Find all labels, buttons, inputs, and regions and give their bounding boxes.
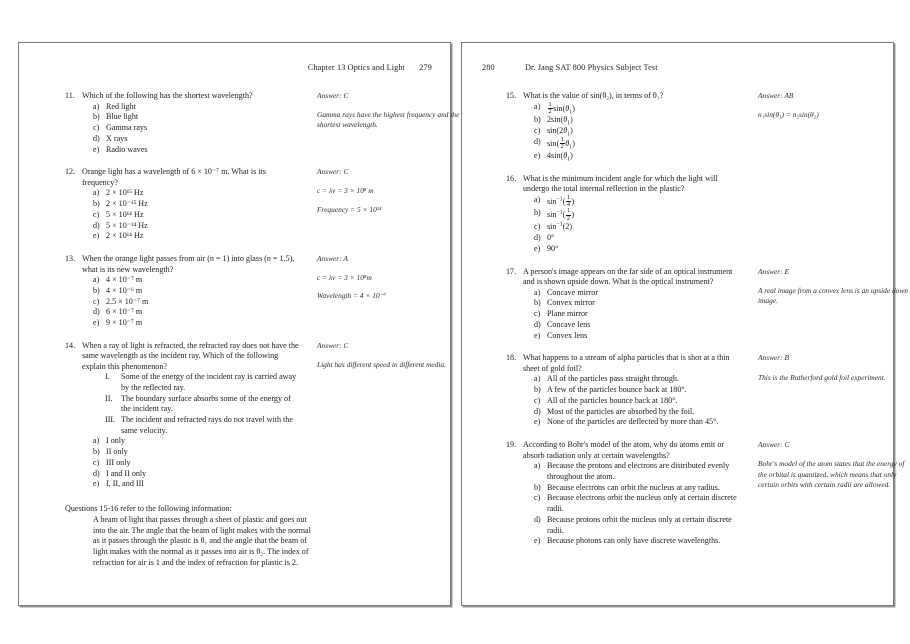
choice-text: 2.5 × 10⁻⁷ m (106, 296, 149, 306)
roman-label: III. (105, 415, 116, 425)
choice-text: 90° (547, 243, 559, 253)
explanation-text: A real image from a convex lens is an upside down image. (758, 285, 908, 305)
question-15 (506, 91, 881, 162)
equation-2: Wavelength = 4 × 10⁻⁷ (317, 291, 387, 301)
choice-text: $\frac{1}{2}$ $\sin(\theta_1)$ (548, 100, 575, 116)
answer-label: Answer: C (317, 91, 349, 100)
choice-text: 4 × 10⁻⁶ m (106, 285, 143, 295)
question-18 (506, 353, 886, 428)
question-number: 16. (506, 173, 517, 183)
choice-list (65, 102, 301, 156)
choice-c[interactable] (65, 297, 301, 308)
question-16 (506, 174, 881, 255)
question-13 (65, 254, 438, 329)
choice-label: a) (534, 194, 541, 204)
choice-c[interactable] (65, 458, 301, 469)
choice-label: c) (534, 222, 541, 232)
choice-label: a) (93, 275, 100, 285)
choice-label: e) (534, 330, 541, 340)
choice-text: I, II, and III (106, 479, 144, 489)
choice-text: All of the particles pass straight through. (547, 374, 679, 384)
choice-d[interactable] (506, 407, 742, 418)
choice-e[interactable] (506, 536, 742, 547)
right-page-running-head (482, 63, 658, 72)
answer-note (758, 440, 908, 490)
choice-d[interactable] (65, 469, 301, 480)
answer-note (317, 254, 467, 310)
choice-label: d) (534, 406, 541, 416)
left-page-column (65, 91, 460, 597)
choice-b[interactable] (65, 286, 301, 297)
choice-a[interactable] (65, 436, 301, 447)
question-text: What is the minimum incident angle for which the light will undergo the total internal reflection in the plastic? (523, 173, 718, 194)
fraction-one-half: $\frac{1}{2}$ (548, 100, 552, 115)
choice-label: d) (93, 133, 100, 143)
choice-e[interactable] (506, 417, 742, 428)
choice-text: 0° (547, 233, 555, 243)
answer-note (758, 267, 908, 307)
answer-label: Answer: AB (758, 91, 794, 100)
choice-text: $\sin^{-1}(2)$ (547, 221, 573, 232)
choice-label: b) (534, 482, 541, 492)
choice-label: e) (93, 144, 100, 154)
question-text: What is the value of sin(θ₂), in terms of θ₁? (523, 91, 664, 100)
choice-label: e) (534, 417, 541, 427)
choice-a[interactable] (506, 195, 742, 209)
choice-label: a) (93, 436, 100, 446)
fraction-one-quarter: $\frac{1}{4}$ (566, 193, 571, 208)
question-11 (65, 91, 460, 155)
right-page (461, 42, 908, 606)
choice-label: c) (93, 296, 100, 306)
left-page (18, 42, 460, 606)
choice-b[interactable] (506, 483, 742, 494)
choice-label: b) (534, 298, 541, 308)
choice-d[interactable] (506, 233, 742, 244)
choice-label: b) (93, 447, 100, 457)
choice-text: Because the protons and electrons are distributed evenly throughout the atom. (547, 461, 730, 481)
choice-list (65, 436, 301, 490)
choice-e[interactable] (506, 331, 742, 342)
choice-b[interactable] (506, 115, 742, 126)
answer-label: Answer: A (317, 254, 348, 264)
choice-text: Concave mirror (547, 287, 599, 297)
choice-a[interactable] (65, 188, 301, 199)
equation-1: n₁sin(θ₁) = n₂sin(θ₂) (758, 110, 819, 120)
answer-label: Answer: C (758, 440, 790, 450)
choice-text: 5 × 10¹⁴ Hz (106, 209, 144, 219)
explanation-text: This is the Rutherford gold foil experiment. (758, 372, 886, 382)
choice-text: I and II only (106, 468, 147, 478)
choice-label: c) (534, 493, 541, 503)
choice-text: Convex mirror (547, 298, 595, 308)
choice-d[interactable] (65, 221, 301, 232)
passage-lead: Questions 15-16 refer to the following information: (65, 504, 232, 514)
choice-list (506, 195, 742, 255)
choice-text: 2 × 10⁻¹⁵ Hz (106, 199, 148, 209)
explanation-text: Bohr's model of the atom states that the energy of the orbital is quantized, which means that only certain orbits with certain radii are allowed. (758, 459, 905, 489)
choice-text: $\sin(2\theta_1)$ (547, 126, 573, 138)
choice-label: d) (534, 136, 541, 146)
choice-text: Red light (106, 101, 136, 111)
choice-label: e) (93, 479, 100, 489)
question-text: When a ray of light is refracted, the refracted ray does not have the same wavelength as the incident ray. Which of the following explain this phenomenon? (82, 340, 299, 371)
choice-a[interactable] (506, 461, 742, 483)
choice-text: Because protons orbit the nucleus only at certain discrete radii. (547, 514, 732, 535)
passage-questions-15-16 (65, 504, 315, 569)
choice-e[interactable] (65, 231, 301, 242)
choice-text: 4 × 10⁻⁷ m (106, 275, 143, 285)
question-text: Orange light has a wavelength of 6 × 10⁻⁷ m. What is its frequency? (82, 167, 266, 187)
answer-note (758, 353, 908, 382)
answer-note (758, 91, 908, 128)
choice-c[interactable] (506, 396, 742, 407)
choice-text: III only (106, 457, 131, 467)
choice-c[interactable] (506, 493, 742, 515)
roman-text: Some of the energy of the incident ray is carried away by the reflected ray. (121, 372, 297, 393)
choice-text: 9 × 10⁻⁷ m (106, 318, 143, 328)
page-number: 279 (419, 63, 432, 72)
choice-label: c) (93, 123, 100, 133)
choice-text: All of the particles bounce back at 180°. (547, 395, 678, 405)
passage-body: A beam of light that passes through a sheet of plastic and goes out into the air. The angle that the beam of light makes with the normal as it passes through the plastic is θ₁ and the angle that the beam of light makes with the normal as it passes into air is θ₂. The index of refraction for air is 1 and the index of refraction for plastic is 2. (93, 514, 311, 567)
choice-a[interactable] (506, 288, 742, 299)
fraction-one-half: $\frac{1}{2}$ (560, 135, 564, 151)
question-number: 15. (506, 91, 517, 100)
choice-text: Gamma rays (106, 123, 148, 133)
equation-1: c = λν = 3 × 10⁸m (317, 273, 372, 283)
choice-list (65, 188, 301, 242)
question-19 (506, 440, 905, 547)
choice-e[interactable] (506, 151, 742, 162)
choice-label: c) (93, 457, 100, 467)
choice-text: Blue light (106, 112, 139, 122)
answer-label: Answer: C (317, 340, 349, 350)
choice-text: A few of the particles bounce back at 180°. (547, 385, 687, 395)
question-number: 19. (506, 440, 517, 450)
roman-text: The incident and refracted rays do not travel with the same velocity. (121, 415, 293, 435)
book-title: Dr. Jang SAT 800 Physics Subject Test (524, 63, 658, 72)
choice-e[interactable] (506, 244, 742, 255)
choice-label: d) (93, 220, 100, 230)
choice-d[interactable] (65, 307, 301, 318)
choice-label: d) (534, 319, 541, 329)
choice-text: Radio waves (106, 144, 148, 154)
choice-d[interactable] (506, 320, 742, 331)
choice-b[interactable] (65, 447, 301, 458)
choice-text: Plane mirror (547, 309, 588, 319)
choice-text: 2 × 10¹⁴ Hz (106, 231, 144, 241)
question-text: What happens to a stream of alpha particles that is shot at a thin sheet of gold foil? (523, 353, 730, 373)
right-page-column (506, 91, 908, 597)
choice-text: 6 × 10⁻⁷ m (106, 307, 143, 317)
choice-text: $\sin^{-1}$( $\frac{1}{4}$ ) (547, 193, 575, 208)
choice-label: d) (534, 233, 541, 243)
choice-text: II only (106, 447, 128, 457)
choice-label: b) (534, 385, 541, 395)
choice-label: a) (93, 101, 100, 111)
choice-list (506, 374, 742, 428)
page-number: 280 (482, 63, 495, 72)
choice-label: c) (93, 209, 100, 219)
choice-c[interactable] (506, 309, 742, 320)
choice-label: a) (93, 188, 100, 198)
choice-label: b) (534, 115, 541, 125)
question-number: 12. (65, 167, 76, 177)
choice-label: a) (534, 461, 541, 471)
choice-label: b) (534, 208, 541, 218)
choice-d[interactable] (65, 134, 301, 145)
question-number: 17. (506, 266, 517, 276)
fraction-one-half: $\frac{1}{2}$ (566, 207, 571, 222)
choice-e[interactable] (65, 479, 301, 490)
answer-note (317, 167, 467, 223)
choice-c[interactable] (506, 222, 742, 233)
answer-note (317, 91, 467, 131)
question-text: According to Bohr's model of the atom, why do atoms emit or absorb radiation only at certain wavelengths? (523, 440, 725, 460)
question-14 (65, 340, 446, 490)
roman-item-iii (65, 415, 301, 436)
choice-e[interactable] (65, 318, 301, 329)
choice-b[interactable] (65, 199, 301, 210)
explanation-text: Gamma rays have the highest frequency and the shortest wavelength. (317, 110, 460, 130)
choice-label: b) (93, 285, 100, 295)
choice-c[interactable] (65, 210, 301, 221)
choice-b[interactable] (506, 385, 742, 396)
choice-b[interactable] (506, 208, 742, 222)
equation-1: c = λν = 3 × 10⁸ m (317, 186, 374, 196)
question-text: A person's image appears on the far side of an optical instrument and is shown upside down. What is the optical instrument? (523, 266, 733, 287)
choice-label: e) (93, 318, 100, 328)
choice-label: d) (93, 468, 100, 478)
choice-text: Convex lens (547, 330, 588, 340)
choice-label: e) (534, 243, 541, 253)
choice-list (65, 275, 301, 329)
question-17 (506, 266, 908, 342)
choice-a[interactable] (65, 275, 301, 286)
choice-label: b) (93, 112, 100, 122)
question-text: When the orange light passes from air (n = 1) into glass (n = 1.5), what is its new wavelength? (82, 254, 295, 274)
choice-text: Because photons can only have discrete wavelengths. (547, 536, 721, 546)
choice-label: b) (93, 199, 100, 209)
choice-a[interactable] (65, 102, 301, 113)
question-number: 14. (65, 340, 76, 350)
question-number: 13. (65, 254, 76, 264)
choice-e[interactable] (65, 145, 301, 156)
question-text: Which of the following has the shortest wavelength? (82, 91, 253, 100)
choice-text: sin( $\frac{1}{2}$ $\theta_1$) (547, 135, 575, 151)
choice-text: $2\sin(\theta_1)$ (547, 115, 573, 127)
choice-text: None of the particles are deflected by more than 45°. (547, 417, 719, 427)
choice-label: a) (534, 287, 541, 297)
equation-2: Frequency = 5 × 10¹⁴ (317, 204, 382, 214)
roman-item-i (65, 372, 301, 393)
answer-note (317, 341, 467, 370)
choice-d[interactable] (506, 515, 742, 537)
choice-text: X rays (106, 133, 128, 143)
choice-list (506, 102, 742, 162)
question-12 (65, 167, 438, 242)
choice-text: $4\sin(\theta_1)$ (547, 150, 573, 163)
choice-a[interactable] (506, 374, 742, 385)
choice-text: 5 × 10⁻¹⁴ Hz (106, 220, 148, 230)
question-number: 18. (506, 353, 517, 363)
choice-a[interactable] (506, 102, 742, 116)
choice-label: a) (534, 101, 541, 111)
answer-label: Answer: E (758, 266, 789, 276)
answer-label: Answer: C (317, 167, 349, 177)
choice-b[interactable] (65, 112, 301, 123)
left-page-running-head (308, 63, 432, 72)
choice-label: e) (534, 150, 541, 160)
roman-item-ii (65, 394, 301, 415)
choice-text: Most of the particles are absorbed by the foil. (547, 406, 695, 416)
chapter-title: Chapter 13 Optics and Light (307, 63, 406, 72)
choice-text: $\sin^{-1}$( $\frac{1}{2}$ ) (547, 207, 575, 222)
choice-label: c) (534, 126, 541, 136)
choice-text: Because electrons can orbit the nucleus at any radius. (547, 482, 720, 492)
choice-list (506, 461, 742, 547)
choice-label: d) (534, 514, 541, 524)
choice-b[interactable] (506, 298, 742, 309)
choice-label: d) (93, 307, 100, 317)
choice-text: 2 × 10¹⁵ Hz (106, 188, 144, 198)
choice-text: Because electrons orbit the nucleus only at certain discrete radii. (547, 493, 737, 514)
roman-text: The boundary surface absorbs some of the energy of the incident ray. (121, 393, 291, 414)
choice-label: a) (534, 374, 541, 384)
choice-c[interactable] (506, 126, 742, 137)
choice-list (506, 288, 742, 342)
choice-label: c) (534, 395, 541, 405)
choice-text: I only (106, 436, 126, 446)
choice-d[interactable] (506, 137, 742, 151)
choice-label: e) (93, 231, 100, 241)
answer-label: Answer: B (758, 353, 789, 363)
choice-label: e) (534, 536, 541, 546)
choice-label: c) (534, 309, 541, 319)
roman-label: I. (105, 372, 110, 382)
question-number: 11. (65, 91, 75, 100)
explanation-text: Light has different speed in different media. (317, 360, 446, 370)
choice-text: Concave lens (547, 319, 591, 329)
roman-label: II. (105, 393, 113, 403)
choice-c[interactable] (65, 123, 301, 134)
